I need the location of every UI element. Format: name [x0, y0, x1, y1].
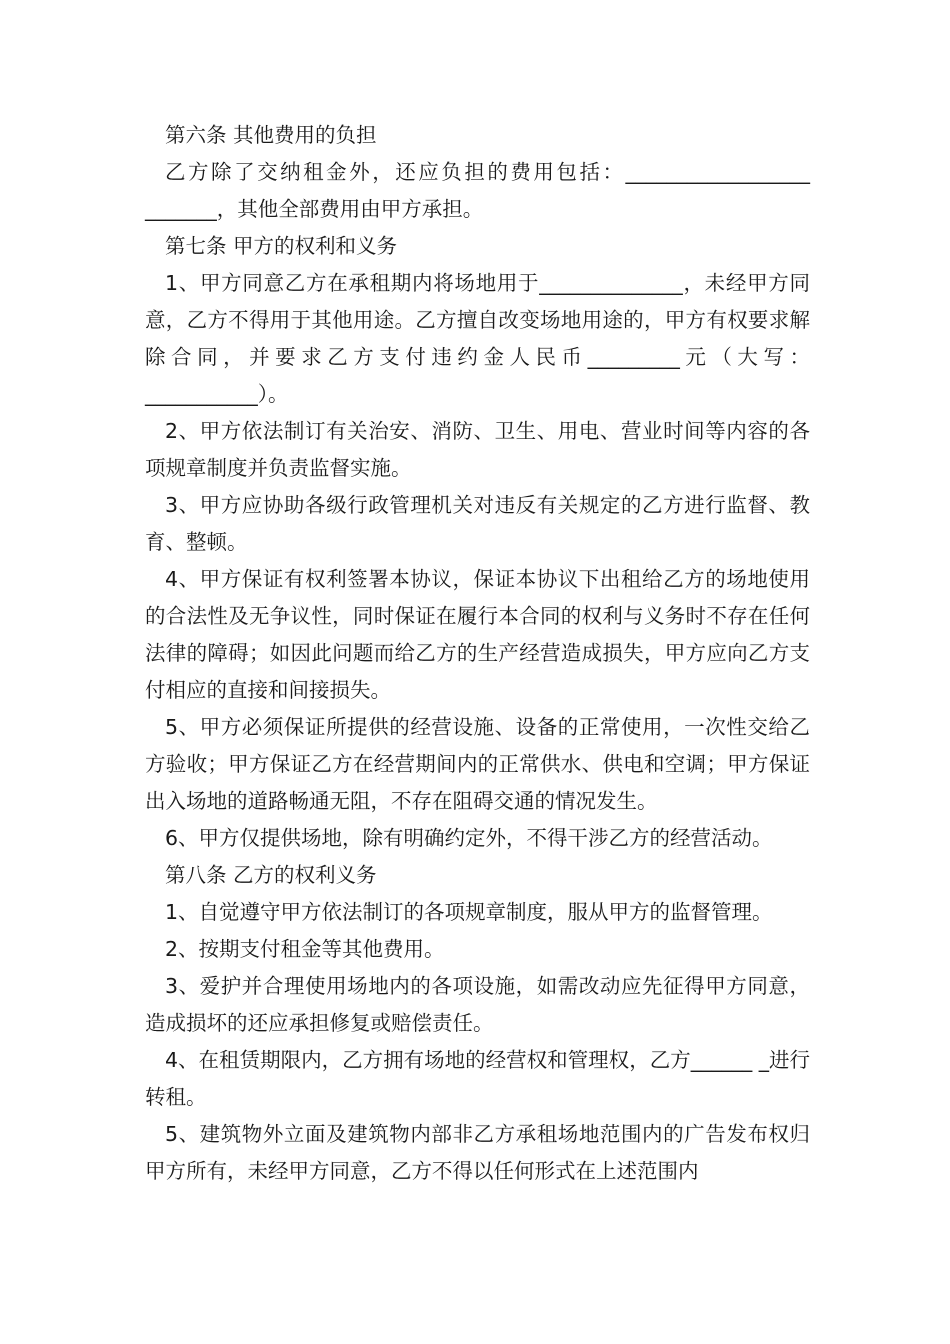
article-8-clause-4: 4、在租赁期限内，乙方拥有场地的经营权和管理权，乙方______ _进行转租。 — [145, 1048, 810, 1109]
article-8-clause-3: 3、爱护并合理使用场地内的各项设施，如需改动应先征得甲方同意，造成损坏的还应承担修复或赔偿责任。 — [145, 974, 810, 1035]
article-7-clause-5: 5、甲方必须保证所提供的经营设施、设备的正常使用，一次性交给乙方验收；甲方保证乙方在经营期间内的正常供水、供电和空调；甲方保证出入场地的道路畅通无阻，不存在阻碍交通的情况发生。 — [145, 715, 810, 813]
document-page — [145, 117, 810, 1190]
article-7-clause-2: 2、甲方依法制订有关治安、消防、卫生、用电、营业时间等内容的各项规章制度并负责监督实施。 — [145, 419, 810, 480]
article-7-heading: 第七条 甲方的权利和义务 — [165, 234, 398, 258]
article-8-clause-1: 1、自觉遵守甲方依法制订的各项规章制度，服从甲方的监督管理。 — [165, 900, 773, 924]
article-7-clause-4: 4、甲方保证有权利签署本协议，保证本协议下出租给乙方的场地使用的合法性及无争议性，同时保证在履行本合同的权利与义务时不存在任何法律的障碍；如因此问题而给乙方的生产经营造成损失，甲方应向乙方支付相应的直接和间接损失。 — [145, 567, 810, 702]
article-7-clause-3: 3、甲方应协助各级行政管理机关对违反有关规定的乙方进行监督、教育、整顿。 — [145, 493, 810, 554]
article-8-clause-5: 5、建筑物外立面及建筑物内部非乙方承租场地范围内的广告发布权归甲方所有，未经甲方同意，乙方不得以任何形式在上述范围内 — [145, 1122, 810, 1183]
article-7-clause-6: 6、甲方仅提供场地，除有明确约定外，不得干涉乙方的经营活动。 — [165, 826, 773, 850]
article-8-clause-2: 2、按期支付租金等其他费用。 — [165, 937, 445, 961]
article-7-clause-1: 1、甲方同意乙方在承租期内将场地用于______________，未经甲方同意，乙方不得用于其他用途。乙方擅自改变场地用途的，甲方有权要求解除合同，并要求乙方支付违约金人民币_________元（大写：___________）。 — [145, 271, 810, 406]
article-6-heading: 第六条 其他费用的负担 — [165, 123, 377, 147]
article-8-heading: 第八条 乙方的权利义务 — [165, 863, 377, 887]
article-6-body: 乙方除了交纳租金外，还应负担的费用包括：__________________ _______，其他全部费用由甲方承担。 — [145, 160, 810, 221]
